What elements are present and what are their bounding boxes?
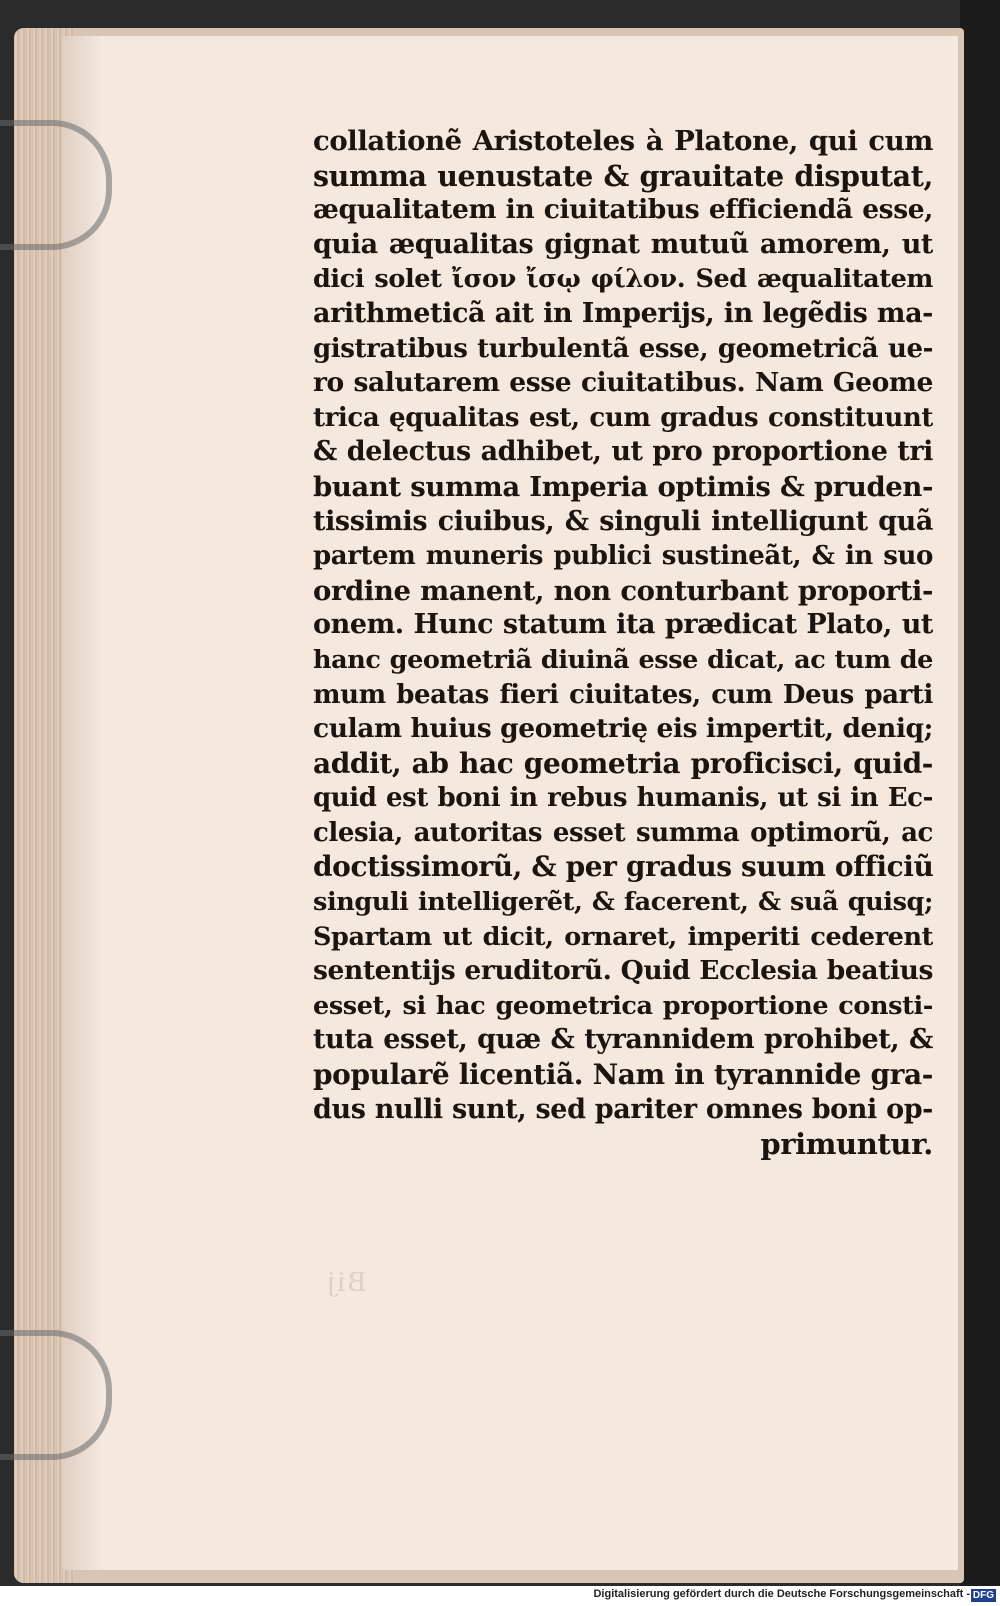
page-clip-bottom <box>0 1330 112 1460</box>
text-line: doctissimorũ, & per gradus suum officiũ <box>313 850 933 884</box>
scan-background-right <box>960 0 1000 1586</box>
text-line: quia æqualitas gignat mutuũ amorem, ut <box>313 228 933 260</box>
footer-bar <box>0 1586 1000 1606</box>
text-line: dici solet ἴσον ἴσῳ φίλον. Sed æqualitatem <box>313 264 933 295</box>
text-line: addit, ab hac geometria proficisci, quid- <box>313 746 933 780</box>
text-line: ordine manent, non conturbant proporti- <box>313 574 933 607</box>
text-line-last: primuntur. <box>760 1127 933 1162</box>
text-line: culam huius geometrię eis impertit, deniq; <box>313 713 933 745</box>
dfg-logo: DFG <box>972 1590 994 1601</box>
text-line: arithmeticã ait in Imperijs, in legẽdis ma- <box>313 297 933 329</box>
text-line: gistratibus turbulentã esse, geometricã ue- <box>313 333 933 364</box>
text-line: mum beatas fieri ciuitates, cum Deus parti <box>313 679 933 710</box>
text-line: Spartam ut dicit, ornaret, imperiti cederent <box>313 921 933 952</box>
text-line: æqualitatem in ciuitatibus efficiendã esse, <box>313 194 933 226</box>
text-line: clesia, autoritas esset summa optimorũ, ac <box>313 817 933 848</box>
digitization-credit: Digitalisierung gefördert durch die Deutsche Forschungsgemeinschaft - <box>593 1588 970 1600</box>
text-line: sententijs eruditorũ. Quid Ecclesia beatius <box>313 955 933 987</box>
body-text <box>313 124 933 1162</box>
text-line: onem. Hunc statum ita prædicat Plato, ut <box>313 609 933 641</box>
text-line: singuli intelligerẽt, & facerent, & suã quisq; <box>313 887 933 918</box>
text-line: buant summa Imperia optimis & pruden- <box>313 470 933 503</box>
text-line: partem muneris publici sustineãt, & in suo <box>313 541 933 572</box>
text-line: & delectus adhibet, ut pro proportione tri <box>313 436 933 468</box>
text-line: ro salutarem esse ciuitatibus. Nam Geome <box>313 367 933 399</box>
text-line: collationẽ Aristoteles à Platone, qui cum <box>313 125 933 157</box>
text-line: quid est boni in rebus humanis, ut si in Ec- <box>313 783 933 814</box>
page-clip-top <box>0 120 112 250</box>
text-line: tissimis ciuibus, & singuli intelligunt quã <box>313 505 933 537</box>
text-line: tuta esset, quæ & tyrannidem prohibet, & <box>313 1024 933 1056</box>
text-line: esset, si hac geometrica proportione consti- <box>313 990 933 1021</box>
text-line: popularẽ licentiã. Nam in tyrannide gra- <box>313 1058 933 1092</box>
bleed-through-text: Bij <box>325 1268 367 1298</box>
text-line: trica ęqualitas est, cum gradus constituunt <box>313 402 933 433</box>
text-line: dus nulli sunt, sed pariter omnes boni op- <box>313 1093 933 1125</box>
text-line: summa uenustate & grauitate disputat, <box>313 158 933 193</box>
text-line: hanc geometriã diuinã esse dicat, ac tum de <box>313 644 933 675</box>
